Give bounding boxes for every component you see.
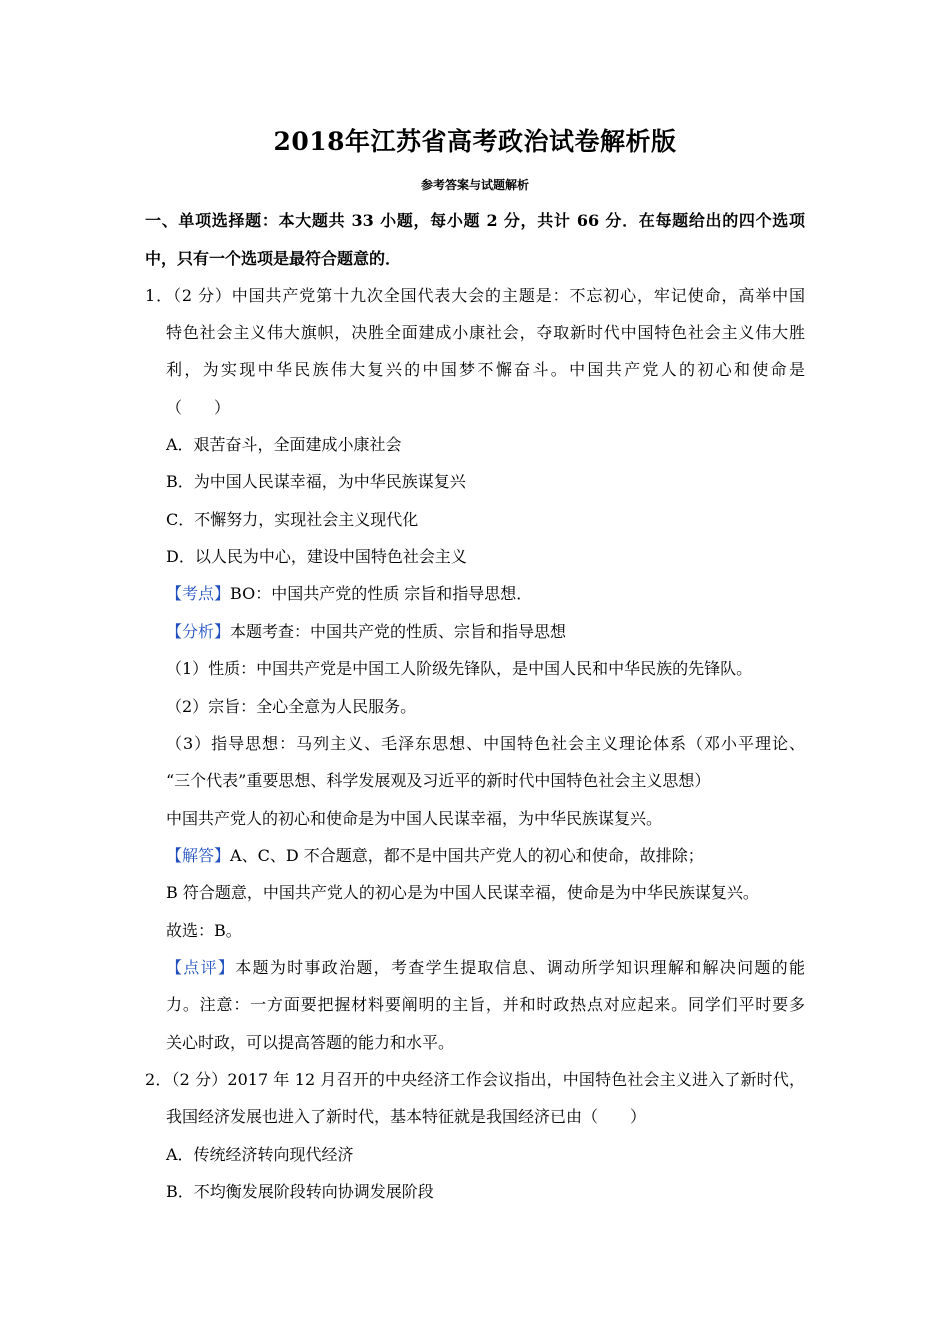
q1-fenxi-point-3a: （3）指导思想：马列主义、毛泽东思想、中国特色社会主义理论体系（邓小平理论、 <box>166 734 805 753</box>
dianping-text: 本题为时事政治题，考查学生提取信息、调动所学知识理解和解决问题的能 <box>235 958 805 977</box>
q1-jieda-line-2: B 符合题意，中国共产党人的初心是为中国人民谋幸福，使命是为中华民族谋复兴。 <box>166 883 759 902</box>
q1-stem-line-4: （ ） <box>166 398 231 417</box>
q1-answer: 故选：B。 <box>166 921 242 940</box>
section-heading-line-2: 中，只有一个选项是最符合题意的． <box>145 249 402 268</box>
q2-stem-line-2: 我国经济发展也进入了新时代，基本特征就是我国经济已由（ ） <box>166 1107 647 1126</box>
q1-jieda <box>166 845 704 867</box>
page-subtitle: 参考答案与试题解析 <box>420 178 529 192</box>
q1-stem-line-3: 利，为实现中华民族伟大复兴的中国梦不懈奋斗。中国共产党人的初心和使命是 <box>166 360 805 379</box>
jieda-tag: 【解答】 <box>166 846 231 865</box>
q1-fenxi-point-1: （1）性质：中国共产党是中国工人阶级先锋队，是中国人民和中华民族的先锋队。 <box>166 659 753 678</box>
kaodian-text: BO：中国共产党的性质 宗旨和指导思想． <box>230 584 533 603</box>
kaodian-tag: 【考点】 <box>166 584 231 603</box>
jieda-text: A、C、D 不合题意，都不是中国共产党人的初心和使命，故排除； <box>230 846 704 865</box>
q2-option-b: B．不均衡发展阶段转向协调发展阶段 <box>166 1182 434 1201</box>
fenxi-text: 本题考查：中国共产党的性质、宗旨和指导思想 <box>230 622 567 641</box>
q1-option-b: B．为中国人民谋幸福，为中华民族谋复兴 <box>166 472 466 491</box>
q1-fenxi-summary: 中国共产党人的初心和使命是为中国人民谋幸福，为中华民族谋复兴。 <box>166 809 663 828</box>
q1-option-d: D．以人民为中心，建设中国特色社会主义 <box>166 547 467 566</box>
q1-stem-line-1: 1．（2 分）中国共产党第十九次全国代表大会的主题是：不忘初心，牢记使命，高举中国 <box>145 286 805 305</box>
q1-stem-line-2: 特色社会主义伟大旗帜，决胜全面建成小康社会，夺取新时代中国特色社会主义伟大胜 <box>166 323 805 342</box>
q1-fenxi-point-3b: “三个代表”重要思想、科学发展观及习近平的新时代中国特色社会主义思想） <box>166 771 711 790</box>
q1-dianping-line-3: 关心时政，可以提高答题的能力和水平。 <box>166 1033 455 1052</box>
q1-option-c: C．不懈努力，实现社会主义现代化 <box>166 510 419 529</box>
section-heading-line-1: 一、单项选择题：本大题共 33 小题，每小题 2 分，共计 66 分．在每题给出的四个选项 <box>145 211 805 230</box>
q1-fenxi <box>166 621 566 643</box>
page-title: 2018年江苏省高考政治试卷解析版 <box>273 127 677 156</box>
q1-fenxi-point-2: （2）宗旨：全心全意为人民服务。 <box>166 697 417 716</box>
q2-option-a: A．传统经济转向现代经济 <box>166 1145 354 1164</box>
q1-kaodian <box>166 583 532 605</box>
q2-stem-line-1: 2．（2 分）2017 年 12 月召开的中央经济工作会议指出，中国特色社会主义进入了新时代， <box>145 1070 805 1089</box>
fenxi-tag: 【分析】 <box>166 622 231 641</box>
q1-dianping-line-2: 力。注意：一方面要把握材料要阐明的主旨，并和时政热点对应起来。同学们平时要多 <box>166 995 805 1014</box>
q1-option-a: A．艰苦奋斗，全面建成小康社会 <box>166 435 402 454</box>
dianping-tag: 【点评】 <box>166 958 236 977</box>
q1-dianping <box>166 957 805 979</box>
